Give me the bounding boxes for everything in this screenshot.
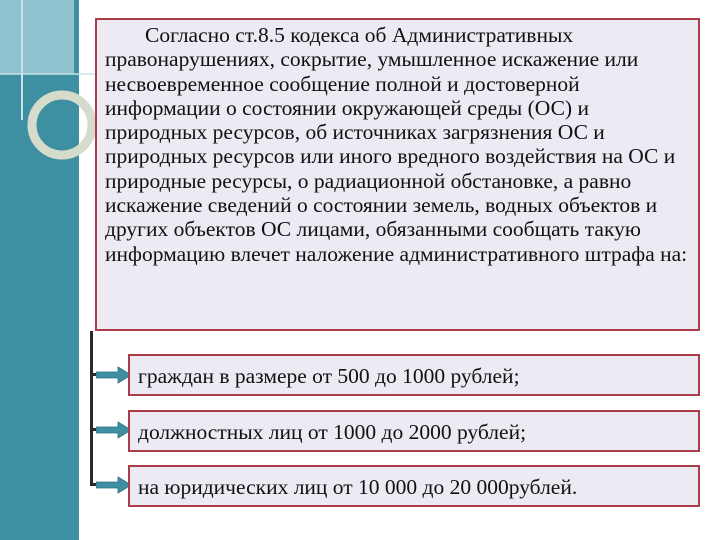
- decorative-lines: [0, 0, 110, 200]
- fine-item-text: граждан в размере от 500 до 1000 рублей;: [138, 364, 520, 388]
- fine-item-legal-entities: [128, 465, 700, 507]
- main-paragraph: Согласно ст.8.5 кодекса об Административных правонарушениях, сокрытие, умышленное искажение или несвоевременное сообщение полной и достоверной информации о состоянии окружающей среды (ОС) и природных ресурсов, об источниках загрязнения ОС и природных ресурсов или иного вредного воздействия на ОС и природные ресурсы, о радиационной обстановке, а равно искажение сведений о состоянии земель, водных объектов и других объектов ОС лицами, обязанными сообщать такую информацию влечет наложение административного штрафа на:: [105, 23, 688, 266]
- arrow-right-icon: [96, 475, 132, 495]
- connector-line: [90, 331, 93, 484]
- fine-item-text: должностных лиц от 1000 до 2000 рублей;: [138, 420, 527, 444]
- fine-item-text: на юридических лиц от 10 000 до 20 000рублей.: [138, 475, 578, 499]
- arrow-right-icon: [96, 420, 132, 440]
- decorative-ring: [32, 95, 92, 155]
- fine-item-citizens: [128, 354, 700, 396]
- main-text-box: [95, 18, 700, 331]
- fine-item-officials: [128, 410, 700, 452]
- arrow-right-icon: [96, 365, 132, 385]
